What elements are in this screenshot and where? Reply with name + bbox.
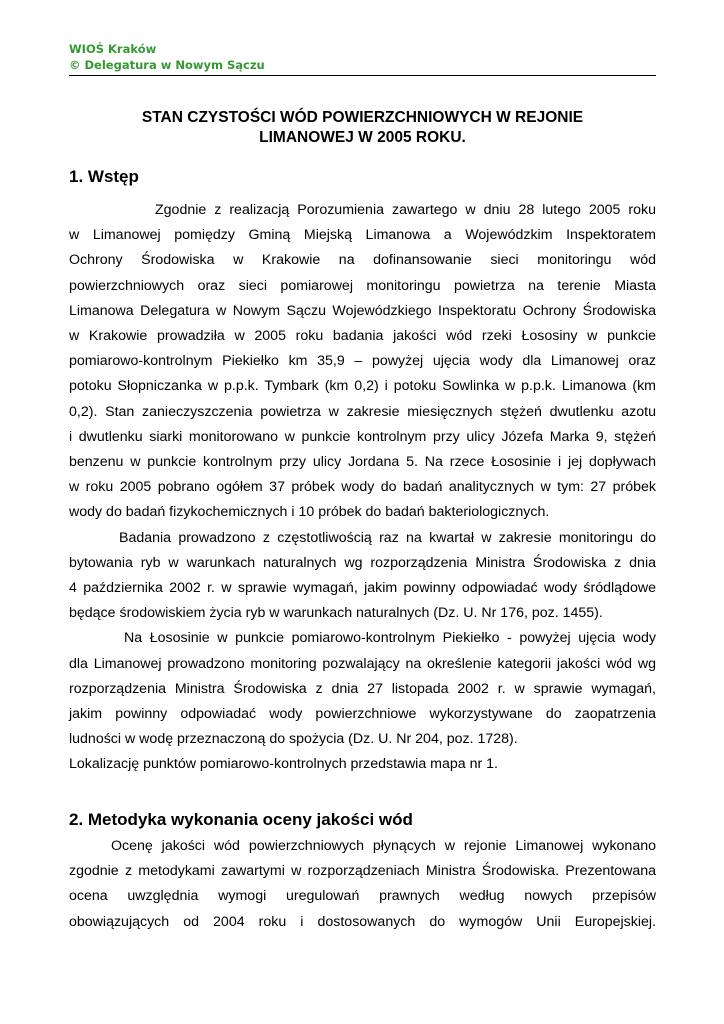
text-line: w Limanowej pomiędzy Gminą Miejską Limanowa a Wojewódzkim Inspektoratem: [69, 227, 656, 244]
text-line: będące środowiskiem życia ryb w warunkach naturalnych (Dz. U. Nr 176, poz. 1455).: [69, 605, 603, 622]
text-line: Na Łososinie w punkcie pomiarowo-kontrolnym Piekiełko - powyżej ujęcia wody: [124, 630, 656, 647]
text-line: jakim powinny odpowiadać wody powierzchniowe wykorzystywane do zaopatrzenia: [69, 705, 656, 722]
text-line: zgodnie z metodykami zawartymi w rozporządzeniach Ministra Środowiska. Prezentowana: [69, 863, 656, 880]
text-line: w roku 2005 pobrano ogółem 37 próbek wody do badań analitycznych w tym: 27 próbek: [69, 479, 656, 496]
text-line: Limanowa Delegatura w Nowym Sączu Wojewódzkiego Inspektoratu Ochrony Środowiska: [69, 302, 656, 319]
section-1-heading: 1. Wstęp: [69, 167, 139, 186]
text-line: wody do badań fizykochemicznych i 10 próbek do badań bakteriologicznych.: [69, 504, 550, 521]
page-header: [69, 41, 656, 76]
header-delegation: © Delegatura w Nowym Sączu: [69, 58, 265, 72]
text-line: dla Limanowej prowadzono monitoring pozwalający na określenie kategorii jakości wód wg: [69, 655, 656, 672]
text-line: ludności w wodę przeznaczoną do spożycia (Dz. U. Nr 204, poz. 1728).: [69, 731, 518, 748]
section-1-paragraph-2: [69, 526, 656, 627]
text-line: Zgodnie z realizacją Porozumienia zawartego w dniu 28 lutego 2005 roku: [155, 202, 656, 218]
text-line: Ochrony Środowiska w Krakowie na dofinansowanie sieci monitoringu wód: [69, 252, 656, 269]
text-line: pomiarowo-kontrolnym Piekiełko km 35,9 – powyżej ujęcia wody dla Limanowej oraz: [69, 353, 656, 370]
header-org: WIOŚ Kraków: [69, 42, 157, 56]
text-line: obowiązujących od 2004 roku i dostosowanych do wymogów Unii Europejskiej.: [69, 913, 656, 930]
text-line: Ocenę jakości wód powierzchniowych płynących w rejonie Limanowej wykonano: [111, 838, 656, 854]
text-line: i dwutlenku siarki monitorowano w punkcie kontrolnym przy ulicy Józefa Marka 9, stężeń: [69, 428, 656, 445]
text-line: 0,2). Stan zanieczyszczenia powietrza w zakresie miesięcznych stężeń dwutlenku azotu: [69, 403, 656, 420]
section-1-paragraph-1: [69, 198, 656, 525]
text-line: Badania prowadzono z częstotliwością raz na kwartał w zakresie monitoringu do: [119, 529, 656, 546]
text-line: powierzchniowych oraz sieci pomiarowej monitoringu powietrza na terenie Miasta: [69, 277, 656, 294]
section-2-paragraph-1: [69, 834, 656, 935]
section-1-paragraph-3: [69, 626, 656, 777]
text-line: Lokalizację punktów pomiarowo-kontrolnych przedstawia mapa nr 1.: [69, 756, 498, 773]
text-line: bytowania ryb w warunkach naturalnych wg rozporządzenia Ministra Środowiska z dnia: [69, 554, 656, 571]
text-line: benzenu w punkcie kontrolnym przy ulicy Jordana 5. Na rzece Łososinie i jej dopływach: [69, 453, 656, 470]
text-line: ocena uwzględnia wymogi uregulowań prawnych według nowych przepisów: [69, 888, 656, 905]
title-line-2: LIMANOWEJ W 2005 ROKU.: [259, 129, 466, 146]
text-line: w Krakowie prowadziła w 2005 roku badania jakości wód rzeki Łososiny w punkcie: [69, 327, 656, 344]
text-line: 4 października 2002 r. w sprawie wymagań, jakim powinny odpowiadać wody śródlądowe: [69, 579, 656, 596]
text-line: rozporządzenia Ministra Środowiska z dnia 27 listopada 2002 r. w sprawie wymagań,: [69, 680, 656, 697]
title-line-1: STAN CZYSTOŚCI WÓD POWIERZCHNIOWYCH W REJONIE: [141, 109, 584, 126]
text-line: potoku Słopniczanka w p.p.k. Tymbark (km 0,2) i potoku Sowlinka w p.p.k. Limanowa (km: [69, 378, 656, 395]
section-2-heading: 2. Metodyka wykonania oceny jakości wód: [69, 810, 413, 829]
document-title: [69, 108, 656, 148]
